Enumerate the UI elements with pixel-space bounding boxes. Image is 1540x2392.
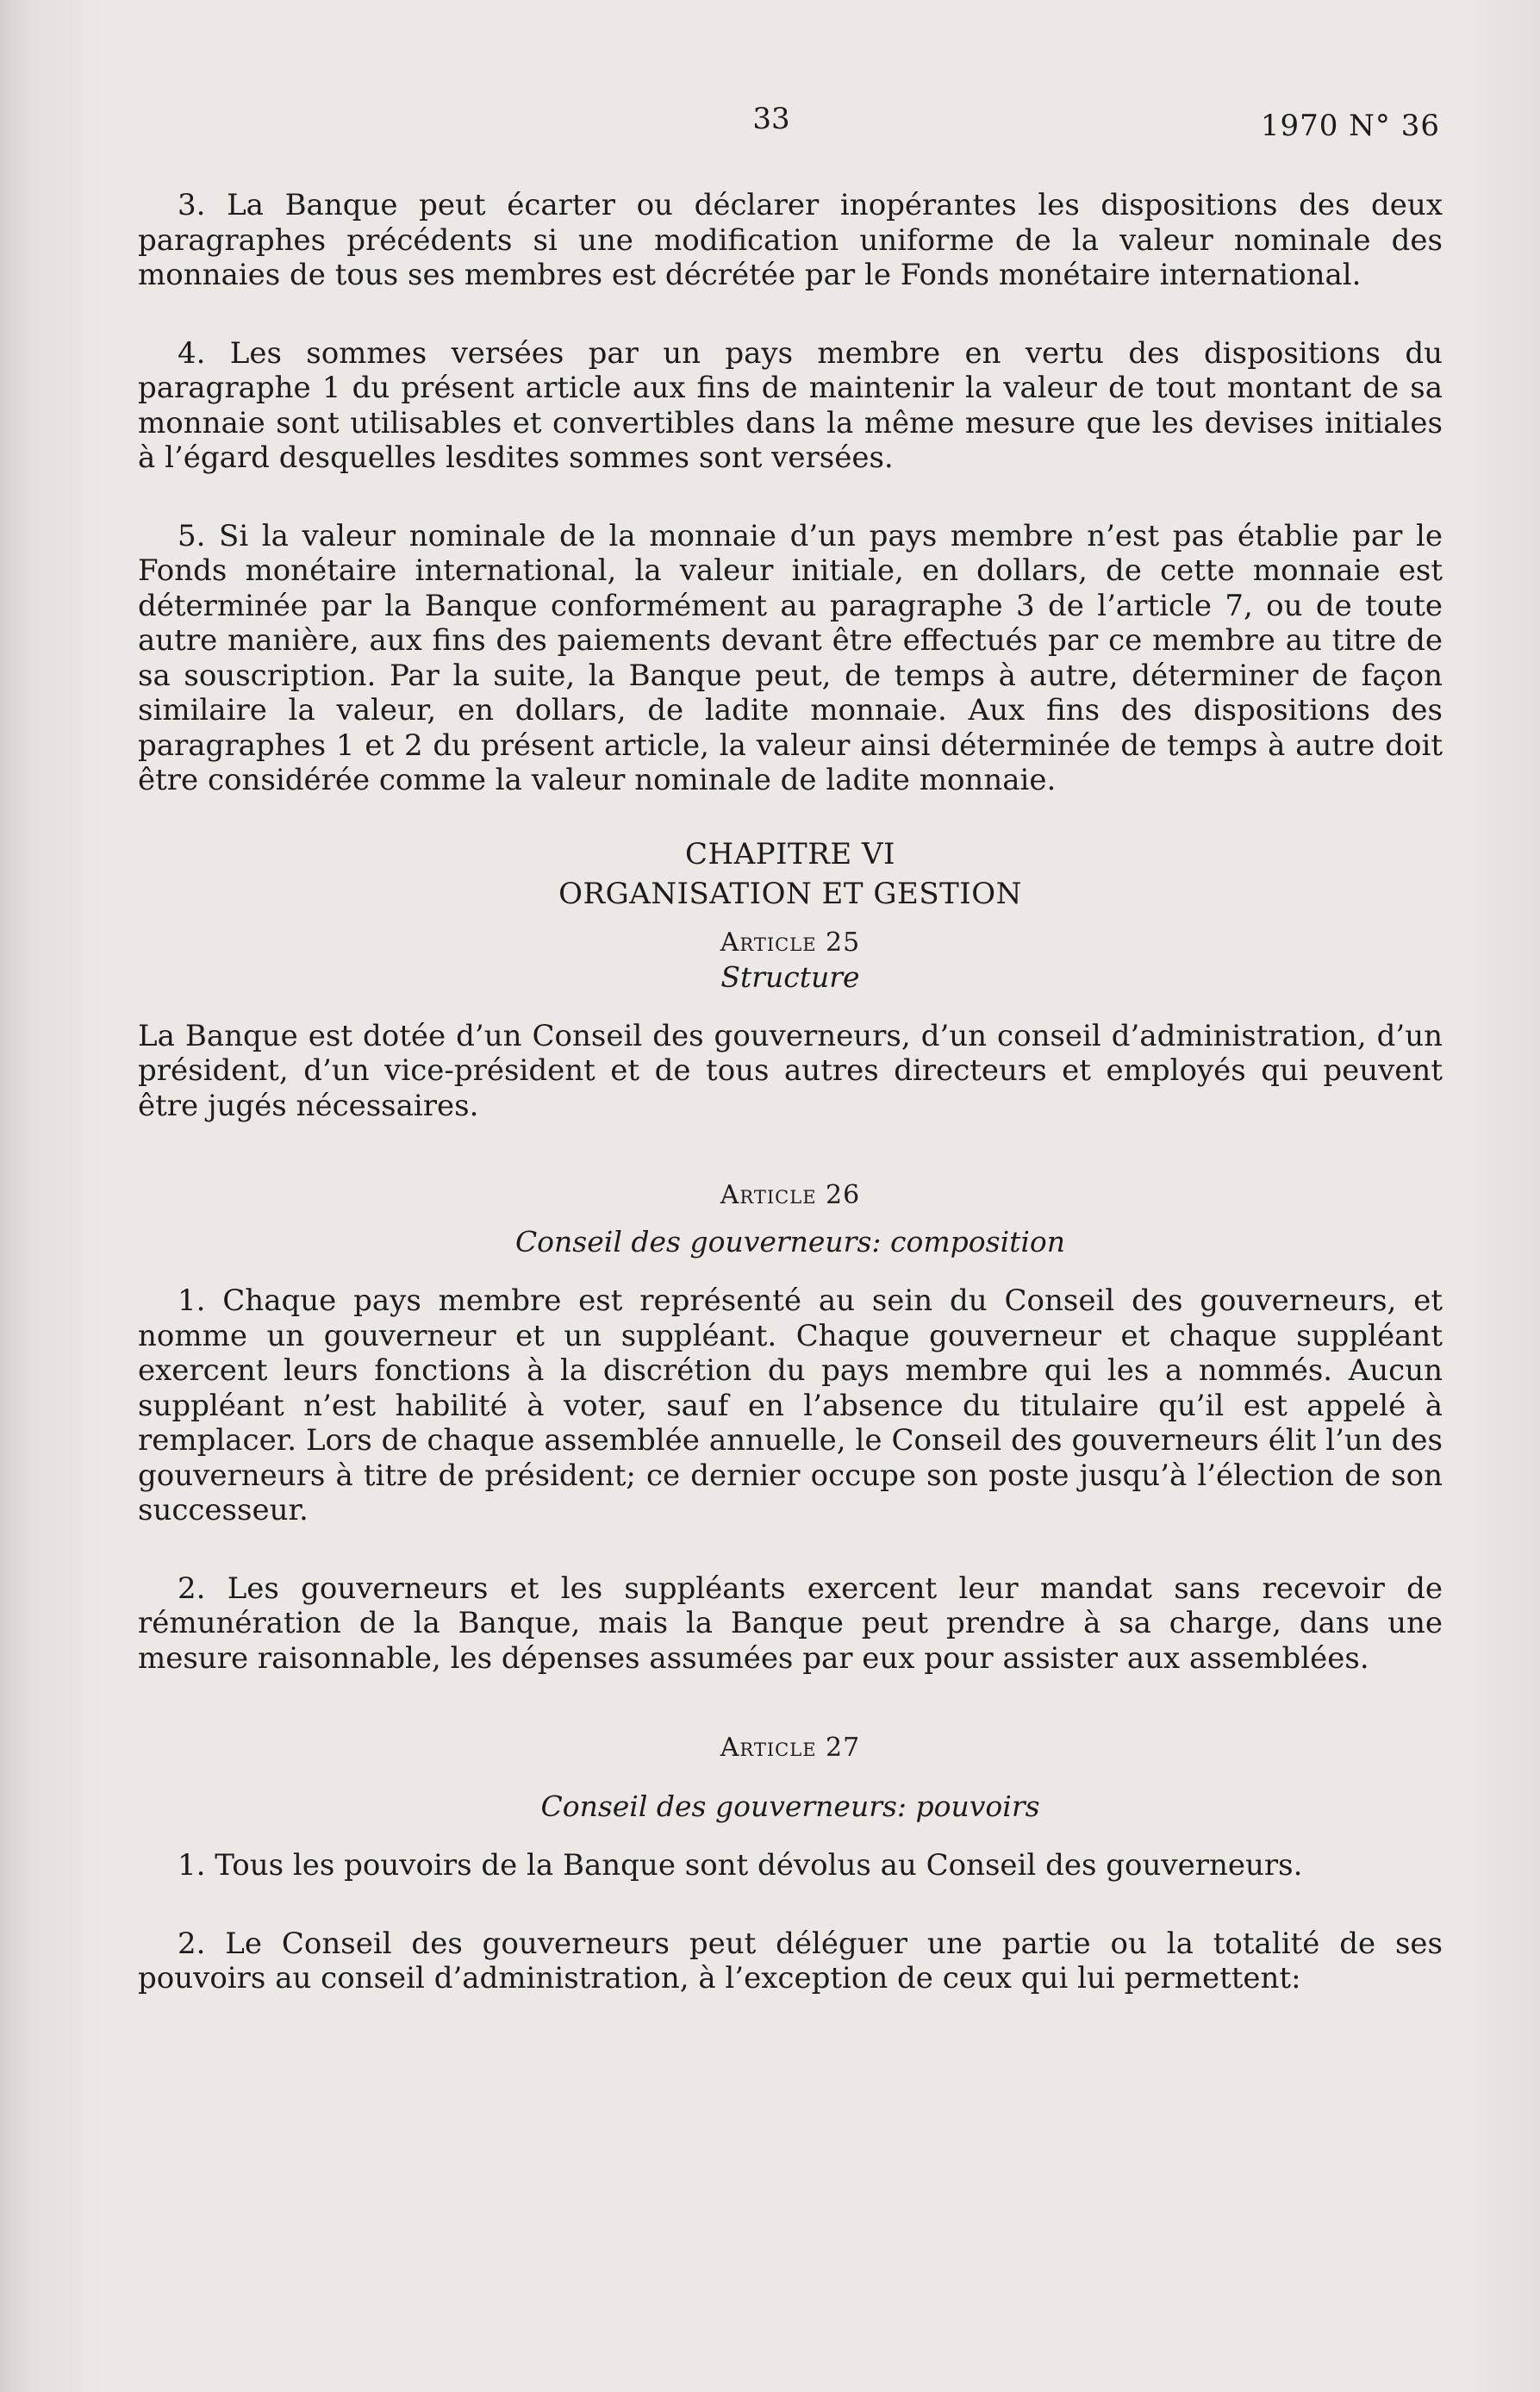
article-25-subtitle: Structure <box>720 959 860 994</box>
page-header <box>0 102 1540 153</box>
article-27-paragraph-2: 2. Le Conseil des gouverneurs peut déléguer une partie ou la totalité de ses pouvoirs au conseil d’administration, à l’exception de ceux qui lui permettent: <box>138 1926 1443 1995</box>
article-26-heading: Article 26 <box>720 1180 861 1210</box>
article-27-subtitle: Conseil des gouverneurs: pouvoirs <box>540 1789 1040 1823</box>
page-number: 33 <box>752 102 790 136</box>
article-27-heading: Article 27 <box>720 1733 861 1763</box>
paragraph-3: 3. La Banque peut écarter ou déclarer inopérantes les dispositions des deux paragraphes précédents si une modification uniforme de la valeur nominale des monnaies de tous ses membres est décrétée par le Fonds monétaire international. <box>138 188 1443 292</box>
article-25-paragraph: La Banque est dotée d’un Conseil des gouverneurs, d’un conseil d’administration, d’un président, d’un vice-président et de tous autres directeurs et employés qui peuvent être jugés nécessaires. <box>138 1018 1443 1123</box>
chapter-number: CHAPITRE VI <box>685 836 895 871</box>
paragraph-5: 5. Si la valeur nominale de la monnaie d’un pays membre n’est pas établie par le Fonds monétaire international, la valeur initiale, en dollars, de cette monnaie est déterminée par la Banque conformément au paragraphe 3 de l’article 7, ou de toute autre manière, aux fins des paiements devant être effectués par ce membre au titre de sa souscription. Par la suite, la Banque peut, de temps à autre, déterminer de façon similaire la valeur, en dollars, de ladite monnaie. Aux fins des dispositions des paragraphes 1 et 2 du présent article, la valeur ainsi déterminée de temps à autre doit être considérée comme la valeur nominale de ladite monnaie. <box>138 518 1443 797</box>
chapter-title: ORGANISATION ET GESTION <box>558 876 1022 911</box>
article-25-heading: Article 25 <box>720 927 861 958</box>
paragraph-4: 4. Les sommes versées par un pays membre en vertu des dispositions du paragraphe 1 du présent article aux fins de maintenir la valeur de tout montant de sa monnaie sont utilisables et convertibles dans la même mesure que les devises initiales à l’égard desquelles lesdites sommes sont versées. <box>138 335 1443 475</box>
article-26-paragraph-2: 2. Les gouverneurs et les suppléants exercent leur mandat sans recevoir de rémunération de la Banque, mais la Banque peut prendre à sa charge, dans une mesure raisonnable, les dépenses assumées par eux pour assister aux assemblées. <box>138 1571 1443 1676</box>
article-26-subtitle: Conseil des gouverneurs: composition <box>514 1225 1066 1258</box>
article-26-paragraph-1: 1. Chaque pays membre est représenté au sein du Conseil des gouverneurs, et nomme un gouverneur et un suppléant. Chaque gouverneur et chaque suppléant exercent leurs fonctions à la discrétion du pays membre qui les a nommés. Aucun suppléant n’est habilité à voter, sauf en l’absence du titulaire qu’il est appelé à remplacer. Lors de chaque assemblée annuelle, le Conseil des gouverneurs élit l’un des gouverneurs à titre de président; ce dernier occupe son poste jusqu’à l’élection de son successeur. <box>138 1283 1443 1527</box>
issue-reference: 1970 N° 36 <box>1260 109 1440 143</box>
article-27-paragraph-1: 1. Tous les pouvoirs de la Banque sont dévolus au Conseil des gouverneurs. <box>178 1848 1303 1883</box>
document-body <box>138 188 1443 2039</box>
